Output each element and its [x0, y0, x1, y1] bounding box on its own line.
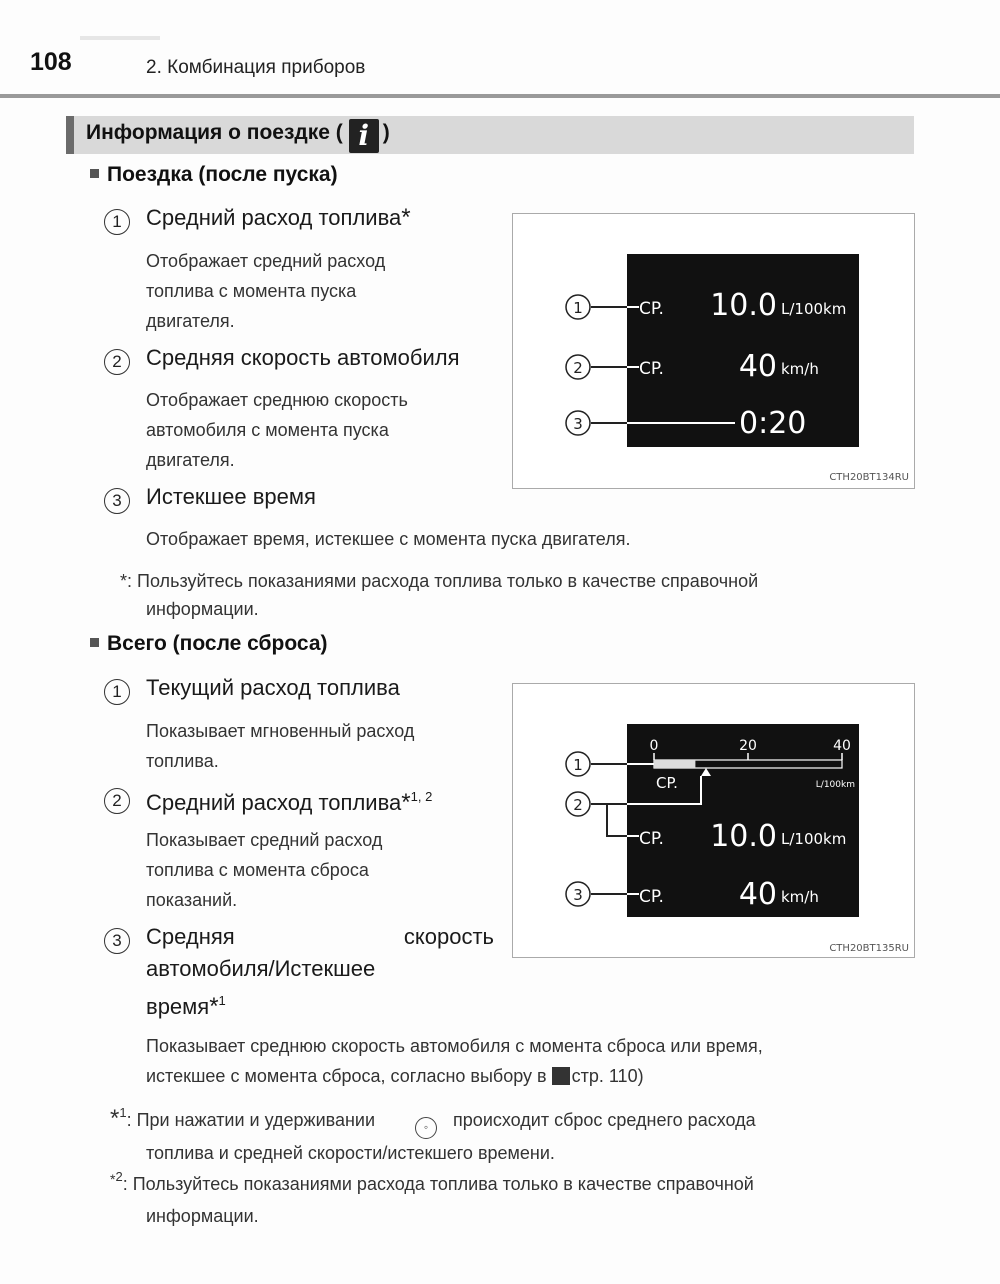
footnote-line: информации. — [146, 599, 259, 619]
total-heading-text: Всего (после сброса) — [107, 632, 328, 655]
trip-footnote — [120, 567, 758, 623]
header-decoration — [80, 36, 160, 40]
scale-label-40: 40 — [833, 738, 851, 754]
total-item-3-desc — [146, 1031, 763, 1091]
total-item-2-title-text: Средний расход топлива — [146, 790, 402, 815]
total-figure-drawing — [513, 684, 913, 956]
trip-item-2-number: 2 — [104, 349, 130, 375]
scale-label-0: 0 — [649, 738, 659, 754]
desc-line: Отображает среднюю скорость — [146, 390, 408, 410]
footnote-text: : При нажатии и удерживании — [126, 1110, 376, 1130]
section-title-close: ) — [382, 121, 390, 144]
trip-figure-drawing — [513, 214, 913, 487]
header-rule — [0, 94, 1000, 98]
asterisk: * — [401, 789, 411, 816]
callout-label-3: 3 — [573, 886, 583, 904]
trip-item-2-desc — [146, 385, 408, 475]
trip-item-2-title: Средняя скорость автомобиля — [146, 345, 460, 370]
desc-line: топлива с момента сброса — [146, 860, 369, 880]
display-tag-2: CP. — [639, 359, 664, 379]
footnote-ref: 2 — [115, 1169, 123, 1184]
trip-item-3-title: Истекшее время — [146, 484, 316, 509]
total-item-2-desc — [146, 825, 382, 915]
asterisk: * — [209, 993, 219, 1020]
title-word: скорость — [403, 924, 494, 949]
title-word: Средняя — [146, 924, 235, 949]
footnote-line: *: Пользуйтесь показаниями расхода топлива только в качестве справочной — [120, 571, 759, 591]
callout-label-3: 3 — [573, 415, 583, 433]
callout-label-1: 1 — [573, 756, 583, 774]
page-number: 108 — [30, 48, 72, 76]
figure-caption: CTH20BT135RU — [829, 943, 909, 954]
desc-line: топлива с момента пуска — [146, 281, 357, 301]
footnote-text: происходит сброс среднего расхода — [453, 1110, 756, 1130]
scale-label-20: 20 — [739, 738, 757, 754]
display-value-speed: 40 — [738, 877, 777, 912]
footnote-text: : Пользуйтесь показаниями расхода топлива только в качестве справочной — [122, 1174, 754, 1194]
footnote-ref: 1 — [218, 993, 226, 1008]
footnote-line — [110, 1099, 756, 1139]
asterisk: * — [110, 1105, 120, 1132]
desc-line: Показывает средний расход — [146, 830, 383, 850]
title-word: время — [146, 994, 210, 1019]
trip-item-1-number: 1 — [104, 209, 130, 235]
desc-line: автомобиля с момента пуска — [146, 420, 389, 440]
total-heading — [90, 632, 328, 656]
desc-line: показаний. — [146, 890, 238, 910]
odo-trip-knob-icon: ◦ — [415, 1117, 437, 1139]
display-unit-fuel: L/100km — [781, 830, 847, 848]
bar-tag: CP. — [656, 774, 678, 792]
bullet-square — [90, 169, 99, 178]
display-value-time: 0:20 — [739, 406, 807, 441]
bar-unit: L/100km — [815, 780, 855, 790]
desc-line: Показывает мгновенный расход — [146, 721, 415, 741]
display-tag-1: CP. — [639, 299, 664, 319]
title-line: автомобиля/Истекшее — [146, 956, 376, 981]
total-item-1-desc — [146, 716, 414, 776]
trip-item-3-number: 3 — [104, 488, 130, 514]
trip-item-3-desc: Отображает время, истекшее с момента пуска двигателя. — [146, 529, 631, 549]
asterisk: * — [110, 1171, 116, 1187]
total-item-1-number: 1 — [104, 679, 130, 705]
trip-figure — [512, 213, 915, 489]
footnote-line — [110, 1163, 754, 1198]
title-line — [146, 921, 494, 953]
info-icon: i — [349, 119, 379, 153]
current-fuel-bar — [654, 760, 695, 768]
display-value-fuel: 10.0 — [710, 288, 777, 323]
total-item-2-number: 2 — [104, 788, 130, 814]
section-title-text: Информация о поездке ( — [86, 121, 343, 144]
total-item-3-title — [146, 921, 494, 1023]
total-figure — [512, 683, 915, 958]
footnote-line: информации. — [146, 1206, 259, 1226]
display-unit-fuel: L/100km — [781, 300, 847, 318]
desc-line — [146, 1061, 763, 1091]
display-tag-3: CP. — [639, 887, 664, 907]
total-item-3-number: 3 — [104, 928, 130, 954]
callout-label-1: 1 — [573, 299, 583, 317]
display-value-fuel: 10.0 — [710, 819, 777, 854]
total-footnote-1 — [110, 1099, 756, 1167]
total-footnote-2 — [110, 1163, 754, 1230]
footnote-ref: 1 — [119, 1105, 127, 1120]
total-item-2-title — [146, 781, 432, 819]
desc-line: Показывает среднюю скорость автомобиля с момента сброса или время, — [146, 1036, 763, 1056]
total-item-1-title: Текущий расход топлива — [146, 675, 400, 700]
footnote-ref: 1, 2 — [410, 789, 433, 804]
trip-item-1-desc — [146, 246, 385, 336]
footnote-line: топлива и средней скорости/истекшего времени. — [146, 1143, 555, 1163]
trip-item-1-asterisk: * — [401, 204, 411, 231]
display-unit-speed: km/h — [781, 360, 819, 378]
trip-item-1-title-text: Средний расход топлива — [146, 205, 402, 230]
section-title — [86, 119, 390, 153]
trip-heading — [90, 163, 338, 187]
desc-text: стр. 110) — [571, 1066, 644, 1086]
callout-label-2: 2 — [573, 359, 583, 377]
desc-line: топлива. — [146, 751, 219, 771]
desc-line: двигателя. — [146, 311, 235, 331]
callout-label-2: 2 — [573, 796, 583, 814]
display-value-speed: 40 — [738, 349, 777, 384]
desc-text: истекшее с момента сброса, согласно выбору в — [146, 1066, 547, 1086]
desc-line: двигателя. — [146, 450, 235, 470]
settings-gear-icon — [552, 1067, 570, 1085]
figure-caption: CTH20BT134RU — [829, 472, 909, 483]
desc-line: Отображает средний расход — [146, 251, 386, 271]
display-unit-speed: km/h — [781, 888, 819, 906]
display-tag-2: CP. — [639, 829, 664, 849]
trip-item-1-title — [146, 202, 411, 234]
title-line — [146, 985, 494, 1023]
chapter-title: 2. Комбинация приборов — [146, 57, 366, 78]
bullet-square — [90, 638, 99, 647]
trip-heading-text: Поездка (после пуска) — [107, 163, 338, 186]
